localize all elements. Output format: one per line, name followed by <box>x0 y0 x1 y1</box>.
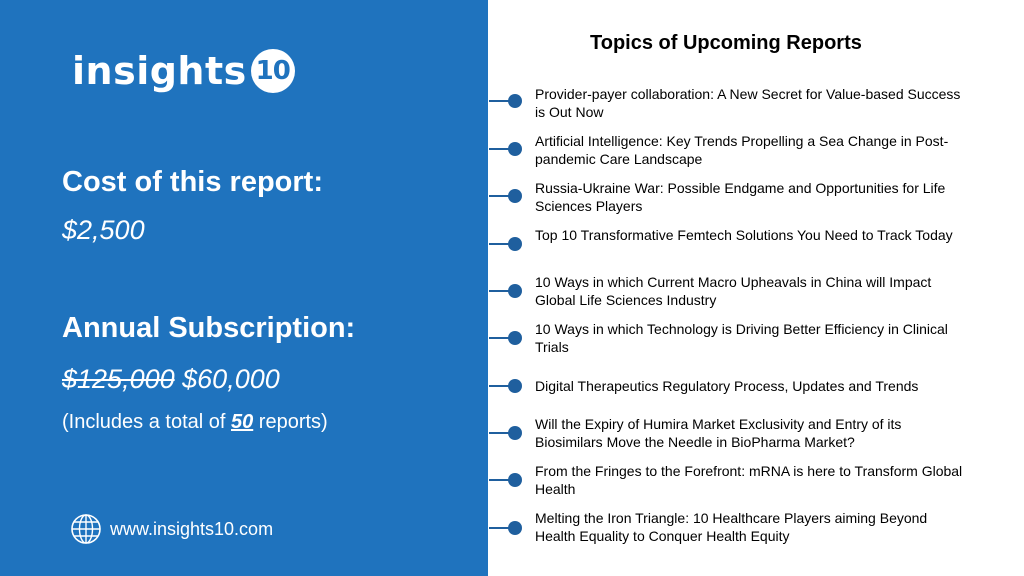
topic-item: Artificial Intelligence: Key Trends Propelling a Sea Change in Post-pandemic Care Landscape <box>535 133 949 167</box>
subscription-label: Annual Subscription: <box>62 312 356 344</box>
topic-item: Provider-payer collaboration: A New Secret for Value-based Success is Out Now <box>535 86 961 120</box>
subscription-price <box>62 364 280 395</box>
topic-item: Digital Therapeutics Regulatory Process, Updates and Trends <box>535 378 919 394</box>
globe-icon <box>70 513 102 545</box>
old-price: $125,000 <box>62 364 175 394</box>
timeline-dot <box>508 379 522 393</box>
cost-label: Cost of this report: <box>62 166 323 198</box>
topic-item: 10 Ways in which Current Macro Upheavals in China will Impact Global Life Sciences Industry <box>535 274 932 308</box>
timeline-dot <box>508 284 522 298</box>
topic-item: Top 10 Transformative Femtech Solutions You Need to Track Today <box>535 227 953 243</box>
timeline-dot <box>508 331 522 345</box>
subscription-note <box>62 411 328 434</box>
new-price: $60,000 <box>182 364 280 394</box>
website-link[interactable] <box>70 513 273 545</box>
timeline-dot <box>508 142 522 156</box>
cost-value: $2,500 <box>62 215 145 245</box>
topics-title: Topics of Upcoming Reports <box>590 32 862 54</box>
logo-number-badge: 10 <box>251 49 295 93</box>
timeline-dot <box>508 473 522 487</box>
topic-item: Melting the Iron Triangle: 10 Healthcare Players aiming Beyond Health Equality to Conquer Health Equity <box>535 510 928 544</box>
timeline-dot <box>508 189 522 203</box>
note-prefix: (Includes a total of <box>62 411 231 433</box>
note-suffix: reports) <box>253 411 328 433</box>
topic-item: Russia-Ukraine War: Possible Endgame and Opportunities for Life Sciences Players <box>535 180 946 214</box>
timeline-dot <box>508 521 522 535</box>
website-url: www.insights10.com <box>110 518 274 539</box>
timeline-dot <box>508 237 522 251</box>
topic-item: Will the Expiry of Humira Market Exclusivity and Entry of its Biosimilars Move the Needle in BioPharma Market? <box>535 416 902 450</box>
report-count: 50 <box>230 411 254 433</box>
topic-item: From the Fringes to the Forefront: mRNA is here to Transform Global Health <box>535 463 963 497</box>
logo-word: insights <box>72 49 247 93</box>
left-panel <box>0 0 488 576</box>
timeline-dot <box>508 426 522 440</box>
timeline-dot <box>508 94 522 108</box>
insights10-logo <box>72 46 295 96</box>
topic-item: 10 Ways in which Technology is Driving Better Efficiency in Clinical Trials <box>535 321 948 355</box>
